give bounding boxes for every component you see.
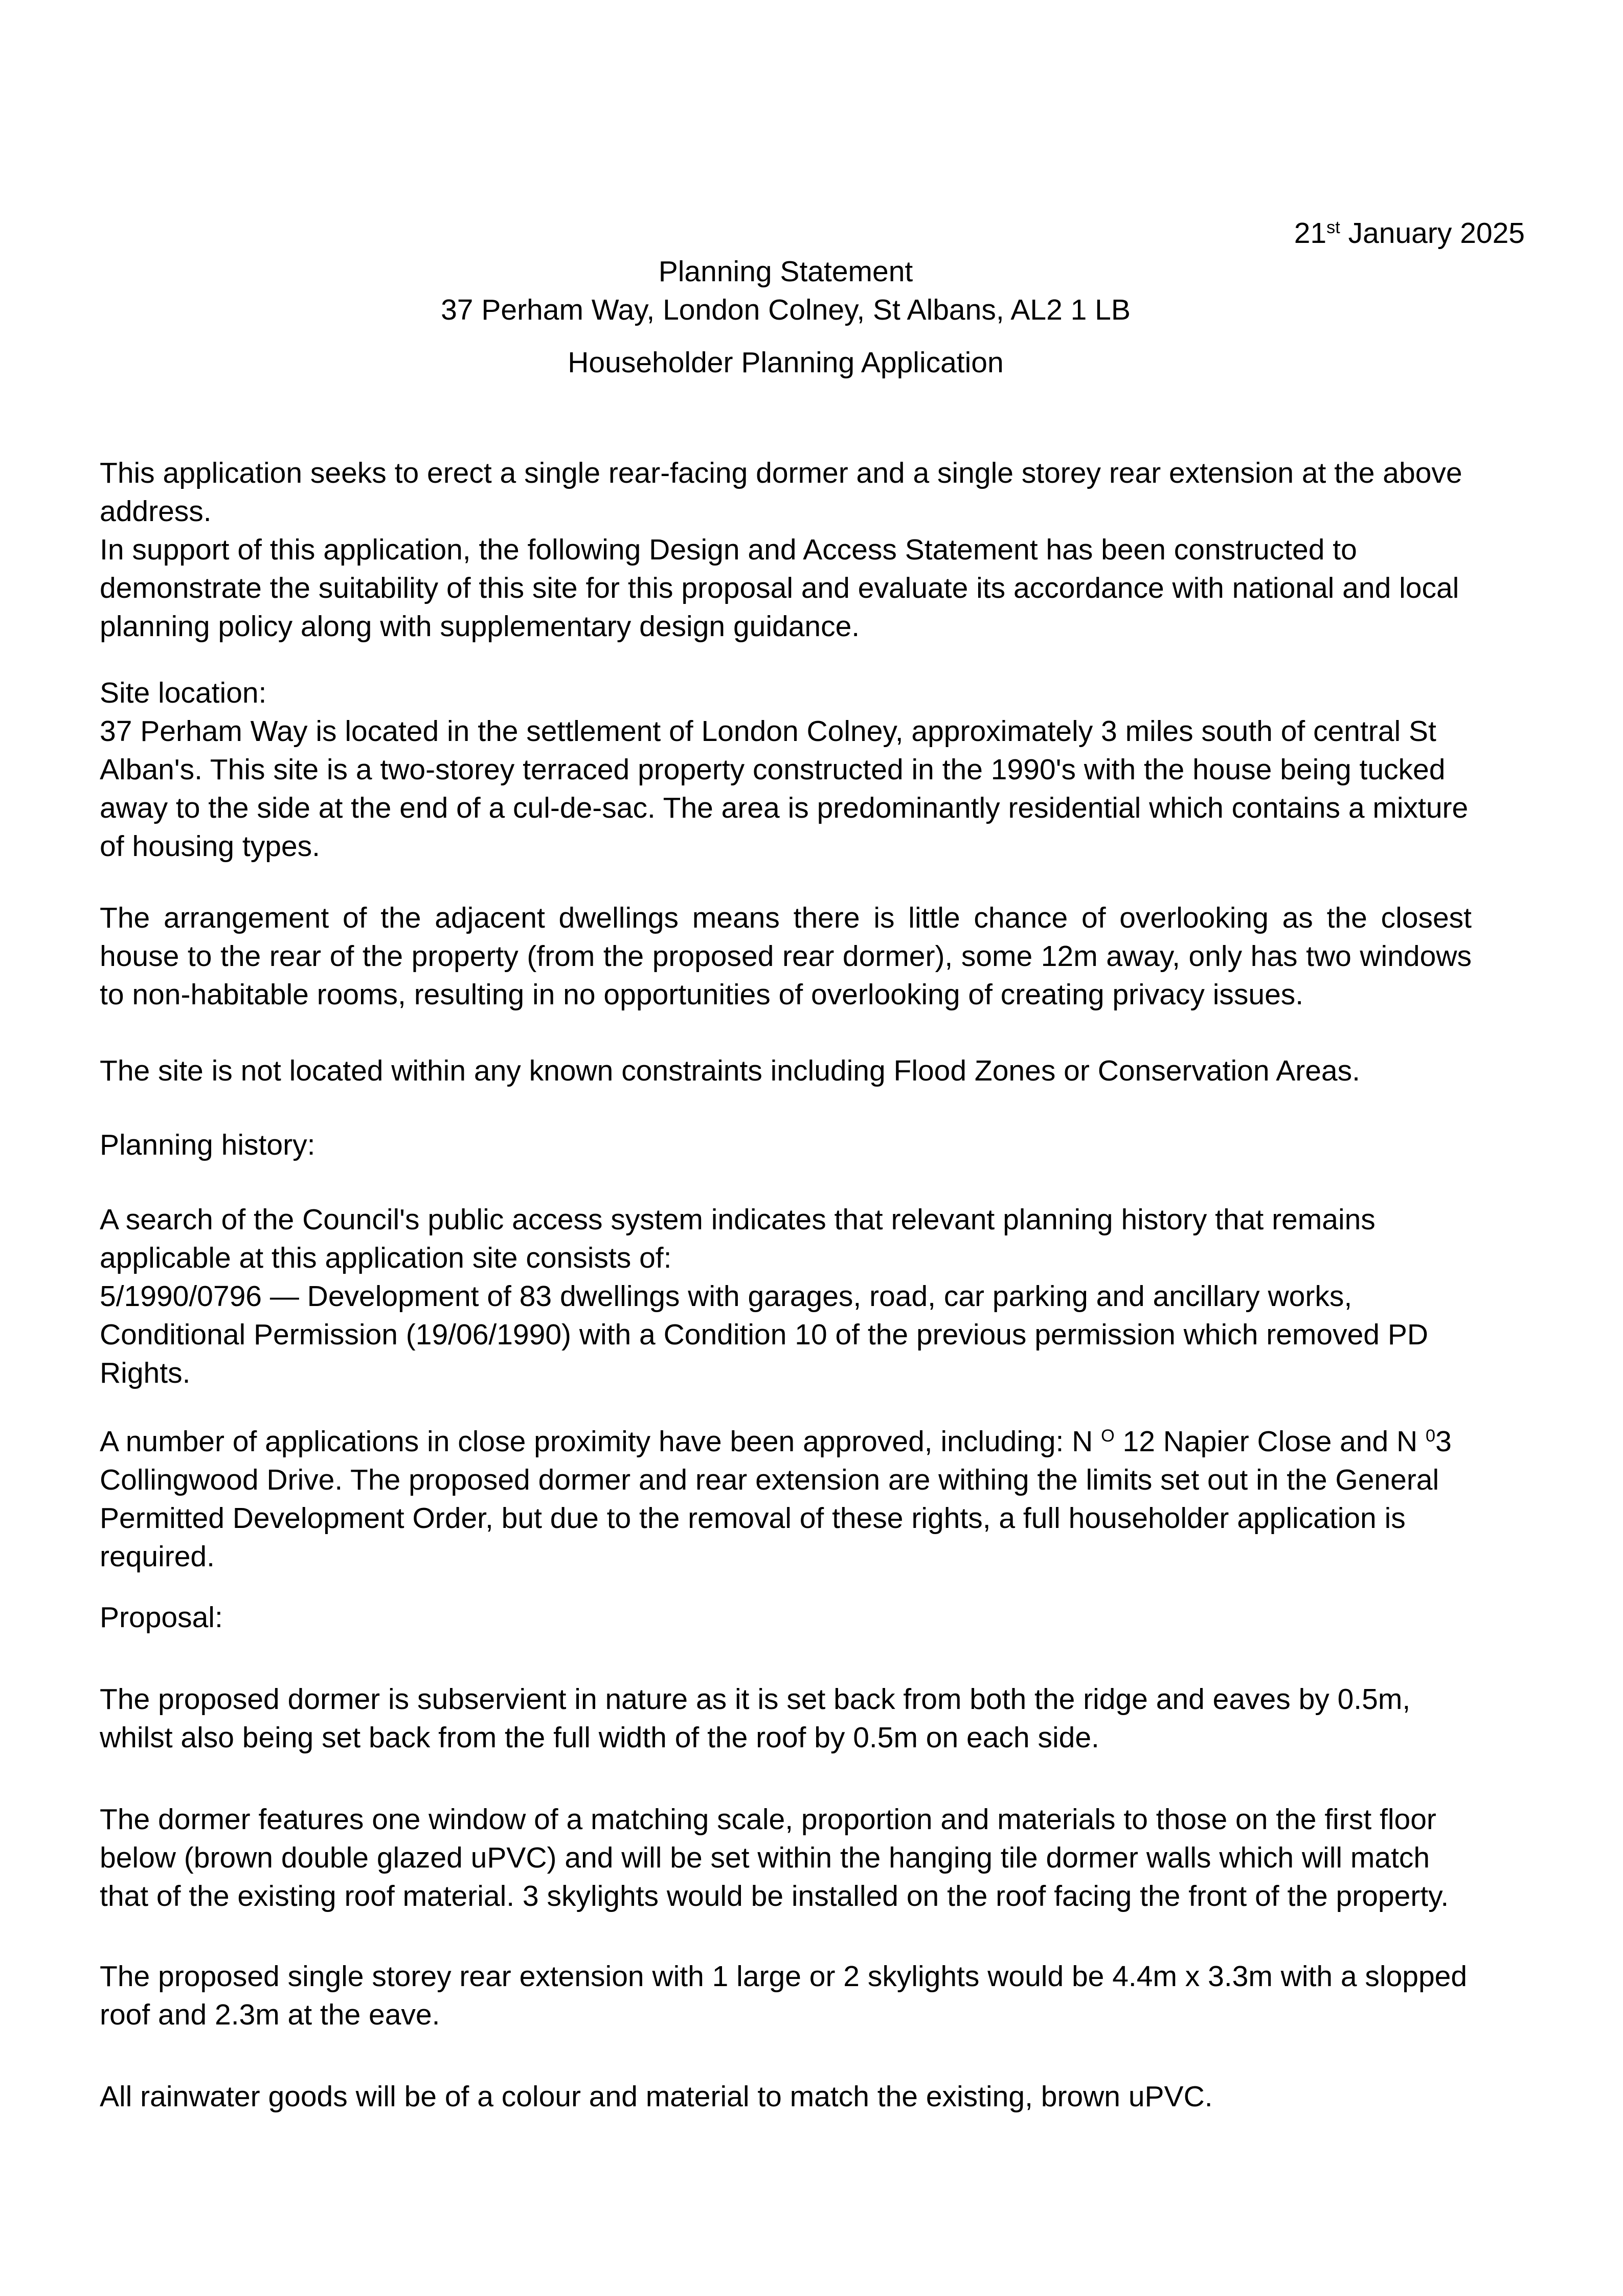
date-month-year: January 2025 bbox=[1340, 217, 1525, 250]
site-location-section bbox=[100, 674, 1472, 866]
site-address-line: 37 Perham Way, London Colney, St Albans, AL2 1 LB bbox=[441, 294, 1131, 326]
proposal-dormer-window-paragraph: The dormer features one window of a matching scale, proportion and materials to those on the first floor below (brown double glazed uPVC) and will be set within the hanging tile dormer walls which will match that of the existing roof material. 3 skylights would be installed on the roof facing the front of the property. bbox=[100, 1803, 1449, 1912]
planning-history-reference-paragraph: 5/1990/0796 — Development of 83 dwellings with garages, road, car parking and ancillary works, Conditional Permission (19/06/1990) with a Condition 10 of the previous permission which removed PD Rights. bbox=[100, 1280, 1429, 1389]
overlooking-paragraph: The arrangement of the adjacent dwellings means there is little chance of overlooking as the closest house to the rear of the property (from the proposed rear dormer), some 12m away, only has two windows to non-habitable rooms, resulting in no opportunities of overlooking of creating privacy issues. bbox=[100, 902, 1472, 1011]
nearby-applications-text-2: 12 Napier Close and N bbox=[1114, 1425, 1426, 1458]
planning-history-heading: Planning history: bbox=[100, 1129, 315, 1161]
document-date bbox=[100, 214, 1525, 253]
nearby-applications-text-3: 3 Collingwood Drive. The proposed dormer and rear extension are withing the limits set out in the General Permitted Development Order, but due to the removal of these rights, a full householder application is required. bbox=[100, 1425, 1452, 1573]
planning-history-search-paragraph: A search of the Council's public access system indicates that relevant planning history that remains applicable at this application site consists of: bbox=[100, 1203, 1376, 1274]
application-type-line: Householder Planning Application bbox=[568, 346, 1004, 379]
intro-paragraph-2: In support of this application, the following Design and Access Statement has been constructed to demonstrate the suitability of this site for this proposal and evaluate its accordance with national and local planning policy along with supplementary design guidance. bbox=[100, 533, 1459, 643]
introduction-section bbox=[100, 454, 1472, 646]
date-day: 21 bbox=[1294, 217, 1327, 250]
house-number-ordinal-1: O bbox=[1101, 1426, 1115, 1446]
proposal-heading: Proposal: bbox=[100, 1601, 223, 1634]
nearby-applications-paragraph bbox=[100, 1423, 1472, 1576]
document-title: Planning Statement bbox=[658, 255, 913, 288]
constraints-paragraph: The site is not located within any known constraints including Flood Zones or Conservation Areas. bbox=[100, 1054, 1360, 1087]
date-ordinal-suffix: st bbox=[1326, 218, 1340, 238]
proposal-rainwater-paragraph: All rainwater goods will be of a colour and material to match the existing, brown uPVC. bbox=[100, 2080, 1213, 2113]
proposal-rear-extension-paragraph: The proposed single storey rear extension with 1 large or 2 skylights would be 4.4m x 3.3m with a slopped roof and 2.3m at the eave. bbox=[100, 1960, 1468, 2031]
intro-paragraph-1: This application seeks to erect a single rear-facing dormer and a single storey rear extension at the above address. bbox=[100, 457, 1462, 528]
proposal-dormer-paragraph: The proposed dormer is subservient in nature as it is set back from both the ridge and eaves by 0.5m, whilst also being set back from the full width of the roof by 0.5m on each side. bbox=[100, 1683, 1411, 1754]
site-location-paragraph: 37 Perham Way is located in the settlement of London Colney, approximately 3 miles south of central St Alban's. This site is a two-storey terraced property constructed in the 1990's with the house being tucked away to the side at the end of a cul-de-sac. The area is predominantly residential which contains a mixture of housing types. bbox=[100, 715, 1469, 863]
house-number-ordinal-2: 0 bbox=[1426, 1426, 1436, 1446]
nearby-applications-text-1: A number of applications in close proximity have been approved, including: N bbox=[100, 1425, 1101, 1458]
planning-history-section bbox=[100, 1201, 1472, 1392]
site-location-heading: Site location: bbox=[100, 677, 267, 709]
